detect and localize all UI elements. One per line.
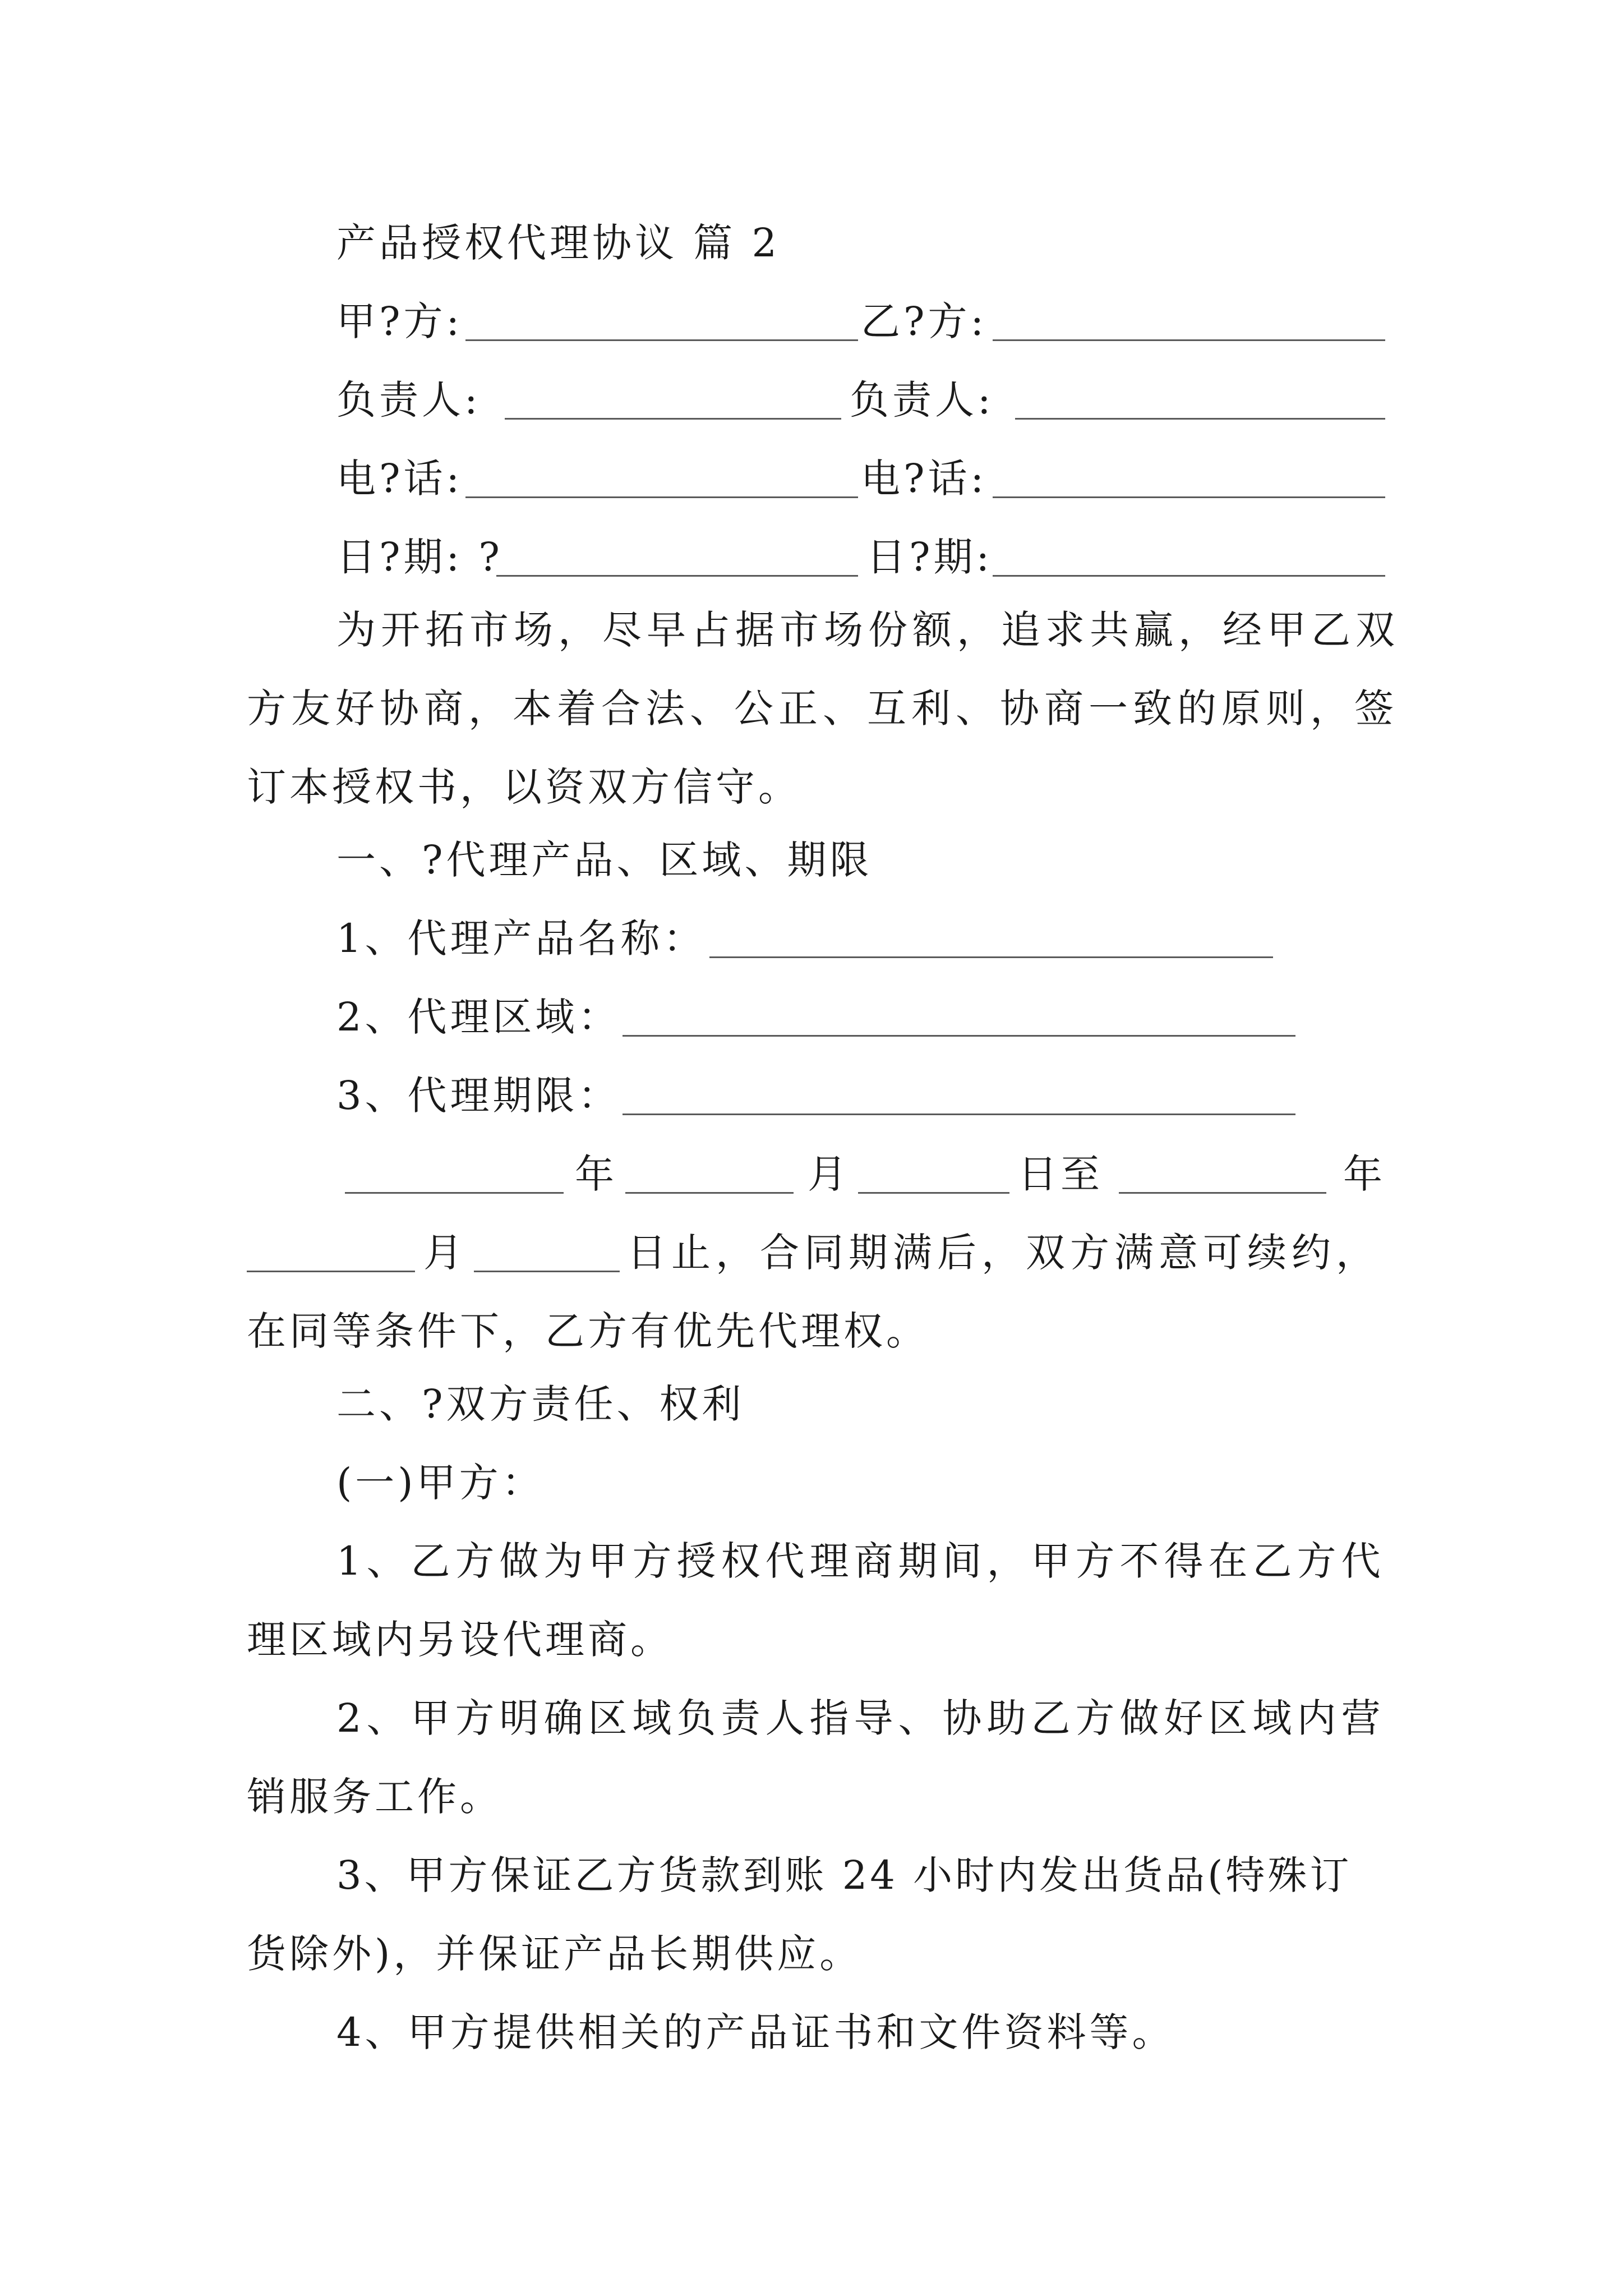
term-day-to: 日至 — [1018, 1151, 1103, 1197]
region-blank[interactable] — [623, 1035, 1295, 1037]
intro-line-3: 订本授权书，以资双方信守。 — [247, 764, 801, 810]
period-blank[interactable] — [623, 1114, 1295, 1115]
party-b-blank[interactable] — [993, 339, 1385, 341]
party-a-date-label: 日?期: ? — [336, 534, 503, 580]
party-b-phone-label: 电?话: — [861, 455, 988, 501]
intro-line-2: 方友好协商，本着合法、公正、互利、协商一致的原则，签 — [247, 685, 1399, 731]
section1-item2-label: 2、代理区域： — [336, 994, 621, 1040]
party-b-date-blank[interactable] — [993, 575, 1385, 577]
party-a-blank[interactable] — [465, 339, 858, 341]
end-day-blank[interactable] — [474, 1271, 620, 1272]
clause-2-line-1: 2、甲方明确区域负责人指导、协助乙方做好区域内营 — [336, 1695, 1386, 1741]
section2-heading: 二、?双方责任、权利 — [336, 1381, 745, 1427]
term-month-2: 月 — [423, 1230, 466, 1276]
term-year-1: 年 — [575, 1151, 617, 1197]
clause-1-line-2: 理区域内另设代理商。 — [247, 1617, 673, 1663]
clause-1-line-1: 1、乙方做为甲方授权代理商期间，甲方不得在乙方代 — [336, 1538, 1386, 1584]
section1-heading: 一、?代理产品、区域、期限 — [336, 837, 873, 883]
party-b-person-label: 负责人: — [850, 377, 994, 423]
party-a-phone-label: 电?话: — [336, 455, 463, 501]
product-name-blank[interactable] — [709, 956, 1273, 958]
party-b-date-label: 日?期: — [866, 534, 993, 580]
party-a-label: 甲?方: — [336, 298, 463, 344]
party-a-person-label: 负责人: — [336, 377, 481, 423]
start-year-blank[interactable] — [345, 1192, 564, 1194]
party-a-phone-blank[interactable] — [465, 496, 858, 498]
term-line-3: 在同等条件下，乙方有优先代理权。 — [247, 1308, 929, 1354]
intro-line-1: 为开拓市场，尽早占据市场份额，追求共赢，经甲乙双 — [336, 607, 1400, 653]
party-b-person-blank[interactable] — [1015, 418, 1385, 420]
section1-item1-label: 1、代理产品名称： — [336, 915, 706, 961]
section1-item3-label: 3、代理期限： — [336, 1073, 621, 1119]
end-year-blank[interactable] — [1119, 1192, 1326, 1194]
end-month-blank[interactable] — [247, 1271, 415, 1272]
term-tail: 日止，合同期满后，双方满意可续约， — [627, 1230, 1380, 1276]
start-month-blank[interactable] — [625, 1192, 794, 1194]
term-year-2: 年 — [1343, 1151, 1386, 1197]
clause-3-line-1: 3、甲方保证乙方货款到账 24 小时内发出货品(特殊订 — [336, 1852, 1352, 1898]
clause-4-line-1: 4、甲方提供相关的产品证书和文件资料等。 — [336, 2009, 1175, 2055]
term-month-1: 月 — [808, 1151, 850, 1197]
party-b-phone-blank[interactable] — [993, 496, 1385, 498]
start-day-blank[interactable] — [858, 1192, 1009, 1194]
party-a-person-blank[interactable] — [505, 418, 841, 420]
clause-2-line-2: 销服务工作。 — [247, 1774, 502, 1820]
party-a-date-blank[interactable] — [496, 575, 858, 577]
party-b-label: 乙?方: — [861, 298, 988, 344]
document-title: 产品授权代理协议 篇 2 — [336, 220, 781, 266]
clause-3-line-2: 货除外)，并保证产品长期供应。 — [247, 1931, 863, 1977]
section2-sub-a: (一)甲方： — [336, 1460, 545, 1506]
